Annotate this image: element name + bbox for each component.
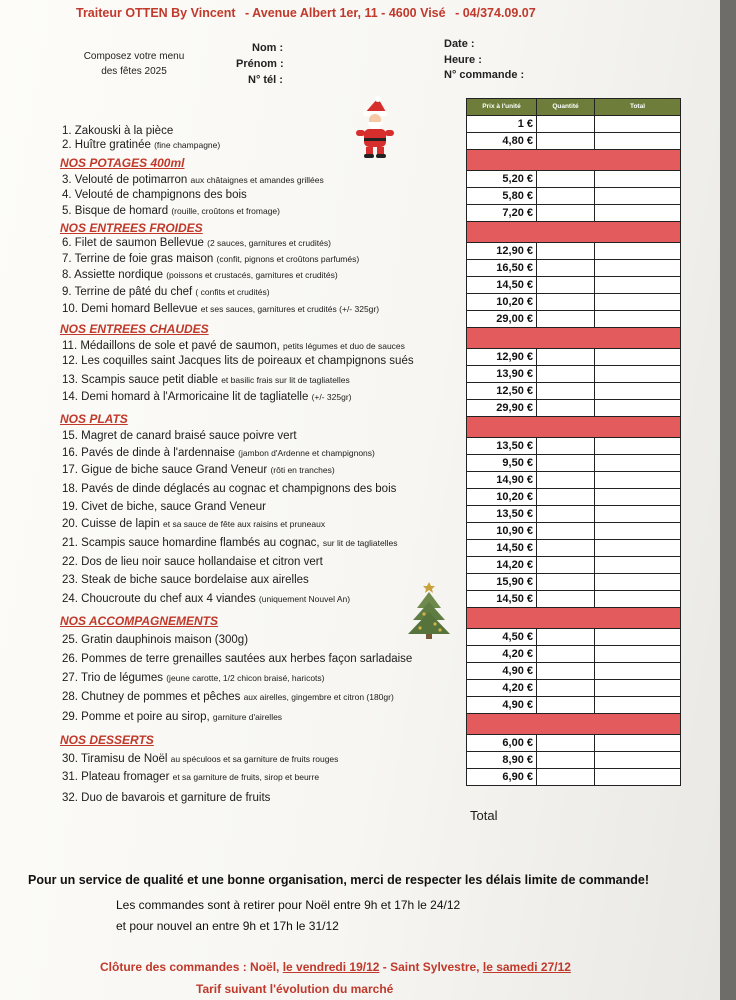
unit-price-cell: 15,90 € — [467, 574, 537, 590]
menu-item-details: (jambon d'Ardenne et champignons) — [238, 448, 375, 458]
total-cell — [595, 150, 680, 170]
menu-item — [62, 188, 247, 202]
unit-price-cell: 10,20 € — [467, 489, 537, 505]
quantity-cell — [537, 328, 595, 348]
menu-item — [62, 463, 335, 477]
total-cell — [595, 349, 680, 365]
menu-item — [62, 555, 323, 569]
quantity-cell[interactable] — [537, 366, 595, 382]
unit-price-cell: 5,80 € — [467, 188, 537, 204]
unit-price-cell: 13,50 € — [467, 506, 537, 522]
menu-item-name: 25. Gratin dauphinois maison (300g) — [62, 634, 249, 646]
unit-price-cell: 16,50 € — [467, 260, 537, 276]
unit-price-cell: 10,20 € — [467, 294, 537, 310]
unit-price-cell: 6,90 € — [467, 769, 537, 785]
price-notice: Tarif suivant l'évolution du marché — [196, 982, 394, 996]
unit-price-cell: 13,50 € — [467, 438, 537, 454]
menu-item — [62, 285, 270, 299]
quantity-cell[interactable] — [537, 294, 595, 310]
menu-item-details: (+/- 325gr) — [311, 392, 352, 402]
quantity-cell[interactable] — [537, 557, 595, 573]
table-section-band — [467, 713, 680, 734]
menu-item — [62, 633, 248, 647]
menu-item — [62, 517, 325, 531]
quantity-cell[interactable] — [537, 438, 595, 454]
quantity-cell[interactable] — [537, 116, 595, 132]
prenom-label: Prénom : — [236, 58, 284, 70]
menu-item-name: 20. Cuisse de lapin — [62, 518, 160, 530]
menu-item-name: 9. Terrine de pâté du chef — [62, 286, 193, 298]
table-section-band — [467, 149, 680, 170]
total-cell — [595, 608, 680, 628]
menu-item-name: 14. Demi homard à l'Armoricaine lit de tagliatelle — [62, 391, 309, 403]
unit-price-cell: 9,50 € — [467, 455, 537, 471]
table-row — [467, 115, 680, 132]
menu-item-name: 27. Trio de légumes — [62, 672, 164, 684]
total-cell — [595, 557, 680, 573]
table-row — [467, 696, 680, 713]
unit-price-cell: 12,90 € — [467, 349, 537, 365]
table-row — [467, 768, 680, 785]
total-cell — [595, 328, 680, 348]
band-cell — [467, 417, 537, 437]
total-cell — [595, 697, 680, 713]
menu-item — [62, 354, 414, 368]
table-row — [467, 348, 680, 365]
intro-line-2: des fêtes 2025 — [101, 66, 167, 77]
intro-line-1: Composez votre menu — [83, 51, 185, 62]
quantity-cell[interactable] — [537, 400, 595, 416]
unit-price-cell: 1 € — [467, 116, 537, 132]
menu-item-details: et basilic frais sur lit de tagliatelles — [221, 375, 350, 385]
menu-item — [62, 204, 280, 218]
caterer-name: Traiteur OTTEN By Vincent — [76, 6, 236, 20]
unit-price-cell: 14,50 € — [467, 277, 537, 293]
section-heading: NOS POTAGES 400ml — [60, 156, 185, 170]
menu-item-name: 2. Huître gratinée — [62, 139, 151, 151]
unit-price-cell: 6,00 € — [467, 735, 537, 751]
unit-price-cell: 10,90 € — [467, 523, 537, 539]
total-cell — [595, 506, 680, 522]
menu-item — [62, 690, 394, 704]
menu-item-name: 32. Duo de bavarois et garniture de fruits — [62, 792, 271, 804]
table-row — [467, 293, 680, 310]
quantity-cell — [537, 150, 595, 170]
band-cell — [467, 608, 537, 628]
menu-item — [62, 268, 338, 282]
total-cell — [595, 366, 680, 382]
menu-item-name: 21. Scampis sauce homardine flambés au cognac, — [62, 537, 320, 549]
menu-item — [62, 536, 397, 550]
menu-item-name: 12. Les coquilles saint Jacques lits de poireaux et champignons sués — [62, 355, 414, 367]
unit-price-cell: 29,00 € — [467, 311, 537, 327]
total-cell — [595, 629, 680, 645]
menu-item-name: 19. Civet de biche, sauce Grand Veneur — [62, 501, 266, 513]
menu-item-name: 13. Scampis sauce petit diable — [62, 374, 218, 386]
total-cell — [595, 277, 680, 293]
table-row — [467, 310, 680, 327]
menu-item — [62, 236, 331, 250]
quantity-cell[interactable] — [537, 133, 595, 149]
section-heading: NOS DESSERTS — [60, 733, 154, 747]
quantity-cell[interactable] — [537, 769, 595, 785]
section-heading: NOS ENTREES FROIDES — [60, 221, 203, 235]
menu-item-details: et sa garniture de fruits, sirop et beurre — [172, 772, 320, 782]
menu-item — [62, 770, 319, 784]
menu-item-name: 7. Terrine de foie gras maison — [62, 253, 214, 265]
deadline-mid: - Saint Sylvestre, — [382, 960, 480, 974]
unit-price-cell: 5,20 € — [467, 171, 537, 187]
menu-item-name: 22. Dos de lieu noir sauce hollandaise et citron vert — [62, 556, 323, 568]
quantity-cell[interactable] — [537, 523, 595, 539]
unit-price-cell: 14,50 € — [467, 540, 537, 556]
total-cell — [595, 472, 680, 488]
menu-item-name: 3. Velouté de potimarron — [62, 174, 188, 186]
unit-price-cell: 14,50 € — [467, 591, 537, 607]
menu-item-name: 16. Pavés de dinde à l'ardennaise — [62, 447, 235, 459]
menu-item-details: et ses sauces, garnitures et crudités (+/- 325gr) — [200, 304, 380, 314]
menu-item — [62, 652, 412, 666]
menu-item — [62, 124, 173, 138]
menu-item-name: 6. Filet de saumon Bellevue — [62, 237, 204, 249]
order-notice: Pour un service de qualité et une bonne organisation, merci de respecter les délais limite de commande! — [28, 873, 650, 887]
menu-item-name: 11. Médaillons de sole et pavé de saumon, — [62, 340, 280, 352]
order-deadline — [100, 960, 571, 974]
menu-item-name: 4. Velouté de champignons des bois — [62, 189, 247, 201]
table-section-band — [467, 607, 680, 628]
menu-item — [62, 138, 220, 152]
menu-item-name: 17. Gigue de biche sauce Grand Veneur — [62, 464, 268, 476]
section-heading: NOS ENTREES CHAUDES — [60, 322, 209, 336]
menu-item-details: (poissons et crustacés, garnitures et crudités) — [166, 270, 338, 280]
unit-price-cell: 4,90 € — [467, 663, 537, 679]
menu-item-details: (rouille, croûtons et fromage) — [171, 206, 280, 216]
unit-price-cell: 14,20 € — [467, 557, 537, 573]
quantity-cell[interactable] — [537, 591, 595, 607]
menu-item — [62, 573, 309, 587]
unit-price-cell: 12,50 € — [467, 383, 537, 399]
total-cell — [595, 663, 680, 679]
table-row — [467, 276, 680, 293]
menu-item — [62, 390, 352, 404]
table-row — [467, 382, 680, 399]
table-row — [467, 488, 680, 505]
total-cell — [595, 383, 680, 399]
menu-item-details: (fine champagne) — [154, 140, 221, 150]
unit-price-cell: 7,20 € — [467, 205, 537, 221]
total-cell — [595, 574, 680, 590]
deadline-christmas-date: le vendredi 19/12 — [282, 960, 380, 974]
deadline-new-year-date: le samedi 27/12 — [482, 960, 571, 974]
total-cell — [595, 171, 680, 187]
menu-item-details: (jeune carotte, 1/2 chicon braisé, haricots) — [166, 673, 325, 683]
table-row — [467, 437, 680, 454]
band-cell — [467, 328, 537, 348]
table-row — [467, 399, 680, 416]
menu-item — [62, 752, 338, 766]
menu-item-details: aux airelles, gingembre et citron (180gr) — [243, 692, 394, 702]
unit-price-cell: 29,90 € — [467, 400, 537, 416]
total-cell — [595, 438, 680, 454]
table-row — [467, 662, 680, 679]
menu-item-details: ( confits et crudités) — [195, 287, 270, 297]
total-cell — [595, 294, 680, 310]
quantity-cell[interactable] — [537, 540, 595, 556]
menu-item-name: 29. Pomme et poire au sirop, — [62, 711, 210, 723]
menu-item-name: 24. Choucroute du chef aux 4 viandes — [62, 593, 256, 605]
menu-item-name: 15. Magret de canard braisé sauce poivre vert — [62, 430, 297, 442]
quantity-cell[interactable] — [537, 311, 595, 327]
unit-price-cell: 4,20 € — [467, 680, 537, 696]
col-unit-price: Prix à l'unité — [467, 99, 537, 115]
col-quantity: Quantité — [537, 99, 595, 115]
quantity-cell[interactable] — [537, 260, 595, 276]
quantity-cell[interactable] — [537, 349, 595, 365]
section-heading: NOS ACCOMPAGNEMENTS — [60, 614, 219, 628]
total-cell — [595, 455, 680, 471]
menu-item-details: aux châtaignes et amandes grillées — [190, 175, 324, 185]
table-row — [467, 590, 680, 607]
menu-item-name: 8. Assiette nordique — [62, 269, 164, 281]
menu-item — [62, 373, 350, 387]
quantity-cell — [537, 608, 595, 628]
total-label: Total — [470, 808, 498, 823]
quantity-cell[interactable] — [537, 697, 595, 713]
quantity-cell[interactable] — [537, 472, 595, 488]
quantity-cell[interactable] — [537, 646, 595, 662]
quantity-cell[interactable] — [537, 243, 595, 259]
total-cell — [595, 735, 680, 751]
menu-item-name: 26. Pommes de terre grenailles sautées aux herbes façon sarladaise — [62, 653, 413, 665]
unit-price-cell: 4,80 € — [467, 133, 537, 149]
menu-item — [62, 592, 350, 606]
menu-item-details: garniture d'airelles — [212, 712, 283, 722]
menu-item-details: et sa sauce de fête aux raisins et pruneaux — [163, 519, 326, 529]
unit-price-cell: 4,90 € — [467, 697, 537, 713]
menu-item-name: 1. Zakouski à la pièce — [62, 125, 174, 137]
total-cell — [595, 523, 680, 539]
table-row — [467, 628, 680, 645]
table-row — [467, 187, 680, 204]
menu-item-name: 28. Chutney de pommes et pêches — [62, 691, 241, 703]
total-cell — [595, 417, 680, 437]
menu-item-details: petits légumes et duo de sauces — [283, 341, 405, 351]
menu-item — [62, 302, 379, 316]
total-cell — [595, 646, 680, 662]
total-cell — [595, 116, 680, 132]
unit-price-cell: 4,50 € — [467, 629, 537, 645]
total-cell — [595, 188, 680, 204]
table-row — [467, 556, 680, 573]
table-section-band — [467, 221, 680, 242]
quantity-cell — [537, 222, 595, 242]
table-row — [467, 645, 680, 662]
band-cell — [467, 714, 537, 734]
caterer-address: - Avenue Albert 1er, 11 - 4600 Visé — [245, 6, 446, 20]
quantity-cell[interactable] — [537, 205, 595, 221]
table-row — [467, 734, 680, 751]
menu-item — [62, 500, 266, 514]
menu-item-details: (rôti en tranches) — [270, 465, 335, 475]
caterer-phone: - 04/374.09.07 — [455, 6, 536, 20]
total-cell — [595, 769, 680, 785]
menu-item-name: 30. Tiramisu de Noël — [62, 753, 168, 765]
total-cell — [595, 680, 680, 696]
tel-label: N° tél : — [248, 74, 283, 86]
band-cell — [467, 222, 537, 242]
menu-item-name: 31. Plateau fromager — [62, 771, 170, 783]
menu-item — [62, 791, 270, 805]
menu-item-details: sur lit de tagliatelles — [322, 538, 398, 548]
total-cell — [595, 133, 680, 149]
total-cell — [595, 752, 680, 768]
quantity-cell[interactable] — [537, 277, 595, 293]
date-label: Date : — [444, 38, 475, 50]
band-cell — [467, 150, 537, 170]
table-row — [467, 170, 680, 187]
total-cell — [595, 205, 680, 221]
table-row — [467, 454, 680, 471]
commande-label: N° commande : — [444, 69, 525, 81]
menu-item — [62, 482, 396, 496]
quantity-cell — [537, 714, 595, 734]
section-heading: NOS PLATS — [60, 412, 128, 426]
quantity-cell[interactable] — [537, 383, 595, 399]
order-table — [466, 98, 681, 786]
menu-item — [62, 173, 324, 187]
menu-item-name: 5. Bisque de homard — [62, 205, 169, 217]
nom-label: Nom : — [252, 42, 284, 54]
menu-item — [62, 446, 375, 460]
quantity-cell[interactable] — [537, 489, 595, 505]
heure-label: Heure : — [444, 54, 482, 66]
menu-item-details: (confit, pignons et croûtons parfumés) — [216, 254, 360, 264]
unit-price-cell: 4,20 € — [467, 646, 537, 662]
menu-item — [62, 252, 359, 266]
table-row — [467, 573, 680, 590]
menu-item-name: 18. Pavés de dinde déglacés au cognac et champignons des bois — [62, 483, 397, 495]
quantity-cell[interactable] — [537, 752, 595, 768]
table-row — [467, 365, 680, 382]
pickup-christmas: Les commandes sont à retirer pour Noël entre 9h et 17h le 24/12 — [116, 898, 461, 912]
quantity-cell[interactable] — [537, 663, 595, 679]
unit-price-cell: 14,90 € — [467, 472, 537, 488]
menu-item-details: (2 sauces, garnitures et crudités) — [207, 238, 331, 248]
quantity-cell[interactable] — [537, 574, 595, 590]
unit-price-cell: 8,90 € — [467, 752, 537, 768]
quantity-cell[interactable] — [537, 455, 595, 471]
unit-price-cell: 13,90 € — [467, 366, 537, 382]
table-row — [467, 132, 680, 149]
total-cell — [595, 400, 680, 416]
unit-price-cell: 12,90 € — [467, 243, 537, 259]
menu-item-details: au spéculoos et sa garniture de fruits rouges — [170, 754, 339, 764]
total-cell — [595, 591, 680, 607]
order-table-header — [467, 99, 680, 115]
table-section-band — [467, 327, 680, 348]
deadline-prefix: Clôture des commandes : Noël, — [100, 960, 280, 974]
total-cell — [595, 540, 680, 556]
table-row — [467, 505, 680, 522]
total-cell — [595, 714, 680, 734]
table-row — [467, 242, 680, 259]
menu-item — [62, 339, 405, 353]
table-row — [467, 204, 680, 221]
quantity-cell[interactable] — [537, 506, 595, 522]
menu-item-details: (uniquement Nouvel An) — [258, 594, 351, 604]
total-cell — [595, 243, 680, 259]
quantity-cell[interactable] — [537, 680, 595, 696]
quantity-cell[interactable] — [537, 171, 595, 187]
table-section-band — [467, 416, 680, 437]
total-cell — [595, 260, 680, 276]
table-row — [467, 522, 680, 539]
table-row — [467, 259, 680, 276]
total-cell — [595, 489, 680, 505]
menu-item — [62, 671, 325, 685]
quantity-cell[interactable] — [537, 735, 595, 751]
table-row — [467, 679, 680, 696]
table-row — [467, 751, 680, 768]
menu-item — [62, 710, 282, 724]
col-total: Total — [629, 103, 646, 110]
table-row — [467, 471, 680, 488]
total-cell — [595, 222, 680, 242]
quantity-cell[interactable] — [537, 188, 595, 204]
menu-item-name: 10. Demi homard Bellevue — [62, 303, 198, 315]
table-row — [467, 539, 680, 556]
quantity-cell — [537, 417, 595, 437]
pickup-new-year: et pour nouvel an entre 9h et 17h le 31/12 — [116, 919, 339, 933]
quantity-cell[interactable] — [537, 629, 595, 645]
menu-item — [62, 429, 297, 443]
total-cell — [595, 311, 680, 327]
menu-item-name: 23. Steak de biche sauce bordelaise aux airelles — [62, 574, 309, 586]
